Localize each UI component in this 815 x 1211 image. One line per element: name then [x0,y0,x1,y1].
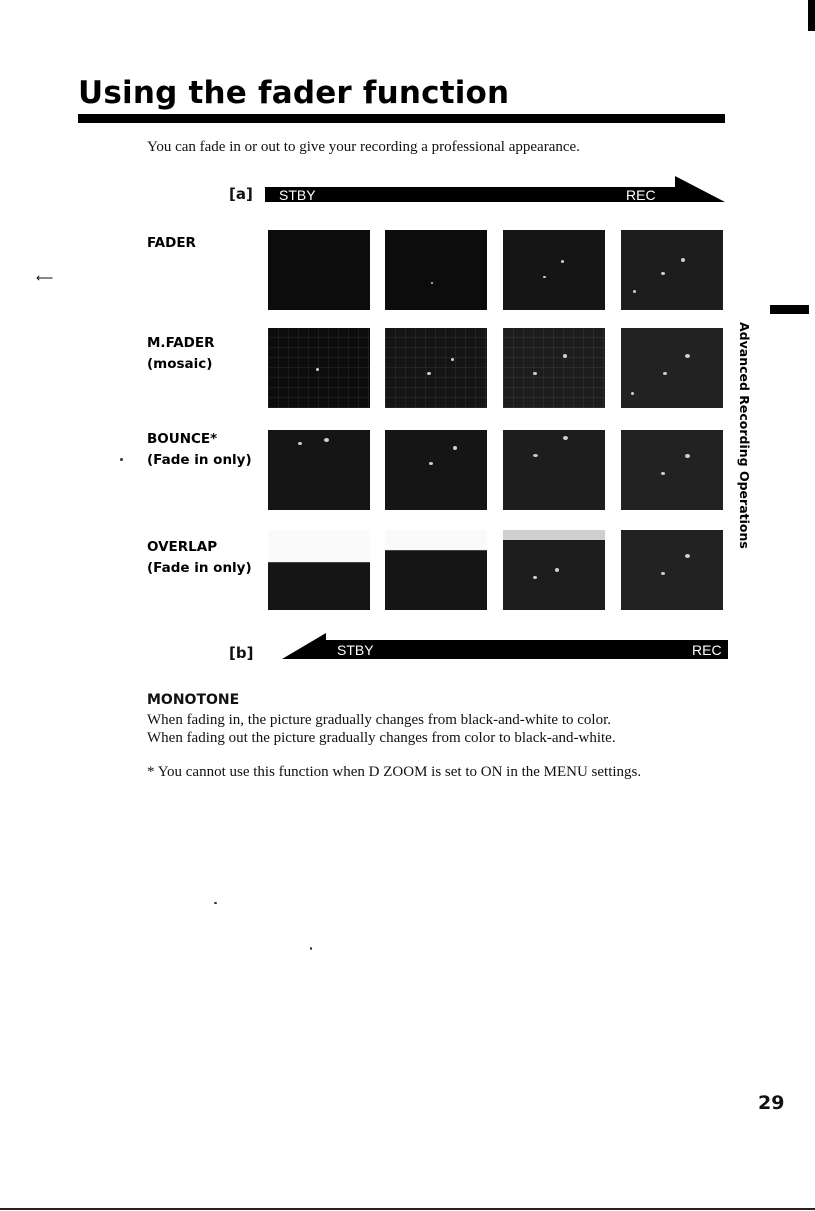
row-label-line: (Fade in only) [147,560,252,576]
bounce-frame-4 [621,430,723,510]
footnote: * You cannot use this function when D ZOOM is set to ON in the MENU settings. [147,764,642,780]
diagram-b-stby-text: STBY [337,642,374,658]
scan-speck [214,902,217,904]
overlap-frame-3 [503,530,605,610]
title-underline [78,114,725,123]
overlap-frame-1 [268,530,370,610]
diagram-a-arrow-bar [265,174,725,204]
fader-frame-1 [268,230,370,310]
overlap-frame-4 [621,530,723,610]
row-label-line: FADER [147,235,196,251]
fader-frame-4 [621,230,723,310]
diagram-a-label: [a] [229,185,253,203]
diagram-b-label: [b] [229,644,254,662]
m-fader-frame-3 [503,328,605,408]
row-label-line: (Fade in only) [147,452,252,468]
page-title: Using the fader function [78,75,510,111]
margin-mark-icon: ⟵ [36,271,54,285]
row-label-overlap [147,537,252,579]
monotone-line-1: When fading in, the picture gradually changes from black-and-white to color. [147,712,612,728]
bounce-frame-2 [385,430,487,510]
row-label-m-fader [147,333,215,375]
diagram-a-rec-text: REC [626,187,656,203]
row-label-line: BOUNCE* [147,431,218,447]
page-bottom-edge [0,1208,815,1210]
bounce-frame-1 [268,430,370,510]
row-label-line: M.FADER [147,335,215,351]
diagram-a-stby-text: STBY [279,187,316,203]
side-tab-marker [770,305,809,314]
row-label-line: (mosaic) [147,356,213,372]
page-number: 29 [758,1092,785,1114]
monotone-line-2: When fading out the picture gradually changes from color to black-and-white. [147,730,616,746]
fader-frame-3 [503,230,605,310]
m-fader-frame-2 [385,328,487,408]
diagram-b-rec-text: REC [692,642,722,658]
m-fader-frame-1 [268,328,370,408]
row-label-line: OVERLAP [147,539,218,555]
overlap-frame-2 [385,530,487,610]
intro-text: You can fade in or out to give your recording a professional appearance. [147,139,580,155]
scan-speck [310,947,312,950]
row-label-bounce [147,429,252,471]
section-side-tab [734,322,756,549]
row-label-fader [147,233,196,254]
side-tab-label: Advanced Recording Operations [737,322,752,549]
bounce-frame-3 [503,430,605,510]
monotone-heading: MONOTONE [147,692,240,708]
scan-speck [120,458,123,461]
m-fader-frame-4 [621,328,723,408]
fader-frame-2 [385,230,487,310]
page-edge-marker [808,0,815,31]
